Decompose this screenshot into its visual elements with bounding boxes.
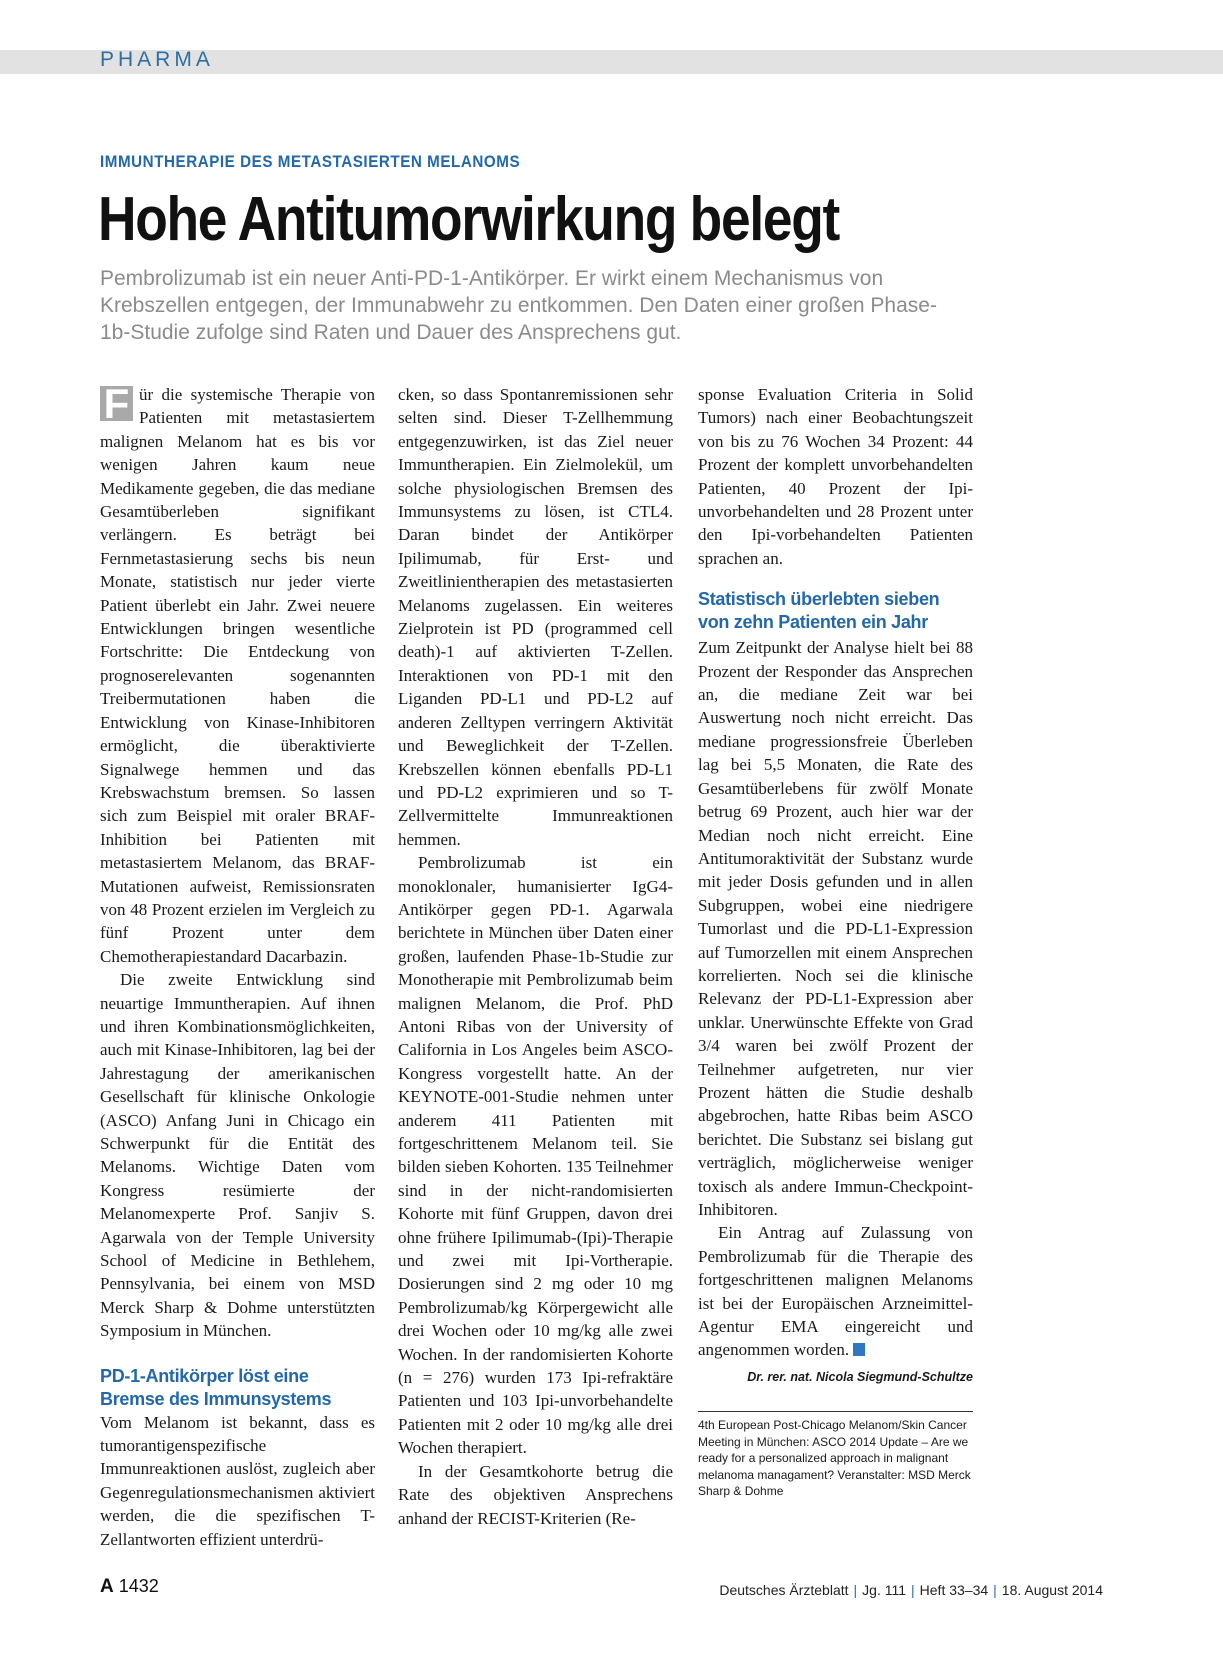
end-mark-icon [853,1343,865,1356]
section-label: PHARMA [100,48,214,71]
paragraph [698,1221,973,1361]
paragraph: Pembrolizumab ist ein monoklonaler, humanisierter IgG4-Antikörper gegen PD-1. Agarwala berichtete in München über Daten einer großen, laufenden Phase-1b-Studie zur Monotherapie mit Pembrolizumab beim malignen Melanom, die Prof. PhD Antoni Ribas von der University of California in Los Angeles beim ASCO-Kongress vorgestellt hatte. An der KEYNOTE-001-Studie nehmen unter anderem 411 Patienten mit fortgeschrittenem Melanom teil. Sie bilden sieben Kohorten. 135 Teilnehmer sind in der nicht-randomisierten Kohorte mit fünf Gruppen, davon drei ohne frühere Ipilimumab-(Ipi)-Therapie und zwei mit Ipi-Vortherapie. Dosierungen sind 2 mg oder 10 mg Pembrolizumab/kg Körpergewicht alle drei Wochen oder 10 mg/kg alle zwei Wochen. In der randomisierten Kohorte (n = 276) wurden 173 Ipi-refraktäre Patienten und 103 Ipi-unvorbehandelte Patienten mit 2 oder 10 mg/kg alle drei Wochen therapiert. [398,853,673,1458]
page-number-value: 1432 [118,1576,159,1596]
paragraph: Die zweite Entwicklung sind neuartige Immuntherapien. Auf ihnen und ihren Kombinationsmöglichkeiten, auch mit Kinase-Inhibitoren, lag bei der Jahrestagung der amerikanischen Gesellschaft für klinische Onkologie (ASCO) Anfang Juni in Chicago ein Schwerpunkt für die Entität des Melanoms. Wichtige Daten vom Kongress resümierte der Melanomexperte Prof. Sanjiv S. Agarwala von der Temple University School of Medicine in Bethlehem, Pennsylvania, bei einem von MSD Merck Sharp & Dohme unterstützten Symposium in München. [100,970,375,1341]
column-1 [100,380,375,1551]
journal-name: Deutsches Ärzteblatt [719,1582,849,1598]
paragraph: In der Gesamtkohorte betrug die Rate des objektiven Ansprechens anhand der RECIST-Kriterien (Re- [398,1461,673,1528]
paragraph [100,380,375,968]
article-kicker: IMMUNTHERAPIE DES METASTASIERTEN MELANOMS [100,153,521,171]
subheading: PD-1-Antikörper löst eine Bremse des Immunsystems [100,1365,332,1409]
journal-issue: Heft 33–34 [919,1582,989,1598]
journal-date: 18. August 2014 [1001,1582,1103,1598]
separator: | [911,1582,915,1598]
column-2 [398,383,673,1530]
event-footnote: 4th European Post-Chicago Melanom/Skin Cancer Meeting in München: ASCO 2014 Update – Are we ready for a personalized approach in malignant melanoma managament? Veranstalter: MSD Merck Sharp & Dohme [698,1411,973,1500]
separator: | [853,1582,858,1598]
article-lead: Pembrolizumab ist ein neuer Anti-PD-1-Antikörper. Er wirkt einem Mechanismus von Krebszellen entgegen, der Immunabwehr zu entkommen. Den Daten einer großen Phase-1b-Studie zufolge sind Raten und Dauer des Ansprechens gut. [100,267,937,344]
paragraph: Vom Melanom ist bekannt, dass es tumorantigenspezifische Immunreaktionen auslöst, zugleich aber Gegenregulationsmechanismen aktiviert werden, die die spezifischen T-Zellantworten effizient unterdrü- [100,1412,375,1549]
paragraph: Zum Zeitpunkt der Analyse hielt bei 88 Prozent der Responder das Ansprechen an, die mediane Zeit war bei Auswertung noch nicht erreicht. Das mediane progressionsfreie Überleben lag bei 5,5 Monaten, die Rate des Gesamtüberlebens für zwölf Monate betrug 69 Prozent, auch hier war der Median noch nicht erreicht. Eine Antitumoraktivität der Substanz wurde mit jeder Dosis gefunden und in allen Subgruppen, wobei eine niedrigere Tumorlast und die PD-L1-Expression auf Tumorzellen mit einem Ansprechen korrelierten. Noch sei die klinische Relevanz der PD-L1-Expression aber unklar. Unerwünschte Effekte von Grad 3/4 waren bei zwölf Prozent der Teilnehmer aufgetreten, nur vier Prozent hätten die Studie deshalb abgebrochen, hatte Ribas beim ASCO berichtet. Die Substanz sei bislang gut verträglich, möglicherweise weniger toxisch als andere Immun-Checkpoint-Inhibitoren. [698,638,973,1219]
author-byline: Dr. rer. nat. Nicola Siegmund-Schultze [747,1369,973,1384]
column-3 [698,383,973,1500]
page-number [100,1576,159,1598]
paragraph-text: Ein Antrag auf Zulassung von Pembrolizumab für die Therapie des fortgeschrittenen malignen Melanoms ist bei der Europäischen Arzneimittel-Agentur EMA eingereicht und angenommen worden. [698,1223,973,1360]
drop-cap: F [100,386,133,421]
page-prefix: A [100,1576,114,1597]
article-title: Hohe Antitumorwirkung belegt [98,185,839,254]
journal-info [719,1582,1103,1598]
separator: | [993,1582,997,1598]
subheading: Statistisch überlebten sieben von zehn Patienten ein Jahr [698,589,940,633]
paragraph-text: ür die systemische Therapie von Patienten mit metastasiertem malignen Melanom hat es bis vor wenigen Jahren kaum neue Medikamente gegeben, die das mediane Gesamtüberleben signifikant verlängern. Es beträgt bei Fernmetastasierung sechs bis neun Monate, statistisch nur jeder vierte Patient überlebt ein Jahr. Zwei neuere Entwicklungen bringen wesentliche Fortschritte: Die Entdeckung von prognoserelevanten sogenannten Treibermutationen haben die Entwicklung von Kinase-Inhibitoren ermöglicht, die überaktivierte Signalwege hemmen und das Krebswachstum bremsen. So lassen sich zum Beispiel mit oraler BRAF-Inhibition bei Patienten mit metastasiertem Melanom, das BRAF-Mutationen aufweist, Remissionsraten von 48 Prozent erzielen im Vergleich zu fünf Prozent unter dem Chemotherapiestandard Dacarbazin. [100,385,375,966]
journal-volume: Jg. 111 [862,1582,907,1598]
paragraph: cken, so dass Spontanremissionen sehr selten sind. Dieser T-Zellhemmung entgegenzuwirken, ist das Ziel neuer Immuntherapien. Ein Zielmolekül, um solche physiologischen Bremsen des Immunsystems zu lösen, ist CTL4. Daran bindet der Antikörper Ipilimumab, für Erst- und Zweitlinientherapien des metastasierten Melanoms zugelassen. Ein weiteres Zielprotein ist PD (programmed cell death)-1 auf aktivierten T-Zellen. Interaktionen von PD-1 mit den Liganden PD-L1 und PD-L2 auf anderen Zelltypen verringern Aktivität und Beweglichkeit der T-Zellen. Krebszellen können ebenfalls PD-L1 und PD-L2 exprimieren und so T-Zellvermittelte Immunreaktionen hemmen. [398,385,673,849]
paragraph: sponse Evaluation Criteria in Solid Tumors) nach einer Beobachtungszeit von bis zu 76 Wochen 34 Prozent: 44 Prozent der komplett unvorbehandelten Patienten, 40 Prozent der Ipi-unvorbehandelten und 28 Prozent unter den Ipi-vorbehandelten Patienten sprachen an. [698,385,973,568]
